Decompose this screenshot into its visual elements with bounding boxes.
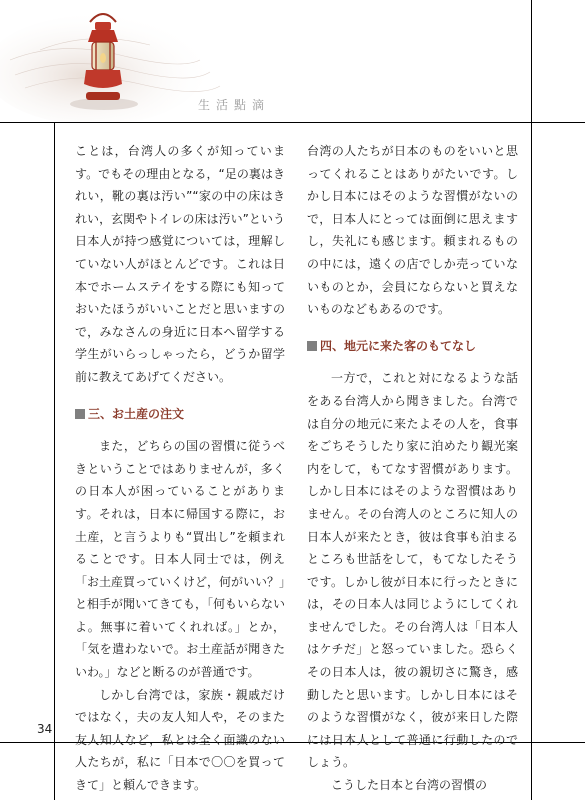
section-heading: 四、地元に来た客のもてなし bbox=[307, 335, 518, 358]
body-paragraph: こうした日本と台湾の習慣の bbox=[331, 778, 488, 793]
bottom-left-vertical-rule bbox=[54, 742, 55, 800]
page-number: 34 bbox=[37, 722, 53, 736]
section-label: 生活點滴 bbox=[198, 98, 271, 112]
body-paragraph: 一方で，これと対になるような話をある台湾人から聞きました。台湾では自分の地元に来たよその人を，食事をごちそうしたり家に泊めたり観光案内をして，もてなす習慣があります。しかし日本にはそのような習慣はありません。その台湾人のところに知人の日本人が来たとき，彼は食事も泊まるところも世話をして，もてなしたそうです。しかし彼が日本に行ったときには，その日本人は同じようにしてくれませんでした。その台湾人は「日本人はケチだ」と怒っていました。恐らくその日本人は，彼の親切さに驚き，感動したと思います。しかし日本にはそのような習慣がなく，彼が来日した際には日本人として普通に行動したのでしょう。 bbox=[307, 371, 518, 770]
left-text-column bbox=[75, 140, 285, 797]
square-bullet-icon bbox=[307, 341, 317, 351]
left-margin-rule bbox=[54, 122, 55, 742]
body-paragraph: また，どちらの国の習慣に従うべきということではありませんが，多くの日本人が困っていることがあります。それは，日本に帰国する際に，お土産，と言うよりも“買出し”を頼まれることです。日本人同士では，例え「お土産買っていくけど，何がいい？」と相手が聞いてきても，「何もいらないよ。無事に着いてくれれば。」とか，「気を遣わないで。お土産話が聞きたいわ。」などと断るのが普通です。 bbox=[75, 439, 286, 680]
right-text-column bbox=[307, 140, 518, 797]
header-horizontal-rule bbox=[0, 122, 585, 123]
section-heading: 三、お土産の注文 bbox=[75, 403, 285, 426]
top-right-vertical-rule bbox=[531, 0, 532, 122]
right-margin-rule bbox=[531, 122, 532, 742]
bottom-right-vertical-rule bbox=[531, 742, 532, 800]
square-bullet-icon bbox=[75, 409, 85, 419]
body-paragraph: ことは，台湾人の多くが知っています。でもその理由となる，“足の裏はきれい，靴の裏は汚い”“家の中の床はきれい，玄関やトイレの床は汚い”という日本人が持つ感覚については，理解していない人がほとんどです。これは日本でホームステイをする際にも知っておいたほうがいいことだと思いますので，みなさんの身近に日本へ留学する学生がいらっしゃったら，どうか留学前に教えてあげてください。 bbox=[75, 144, 285, 384]
body-paragraph: 台湾の人たちが日本のものをいいと思ってくれることはありがたいです。しかし日本にはそのような習慣がないので，日本人にとっては面倒に思えますし，失礼にも感じます。頼まれるものの中には，遠くの店でしか売っていないものとか，会員にならないと買えないものなどもあるのです。 bbox=[307, 144, 518, 317]
body-paragraph: しかし台湾では，家族・親戚だけではなく，夫の友人知人や，そのまた友人知人など，私とは全く面識のない人たちが，私に「日本で〇〇を買ってきて」と頼んできます。 bbox=[75, 687, 285, 793]
